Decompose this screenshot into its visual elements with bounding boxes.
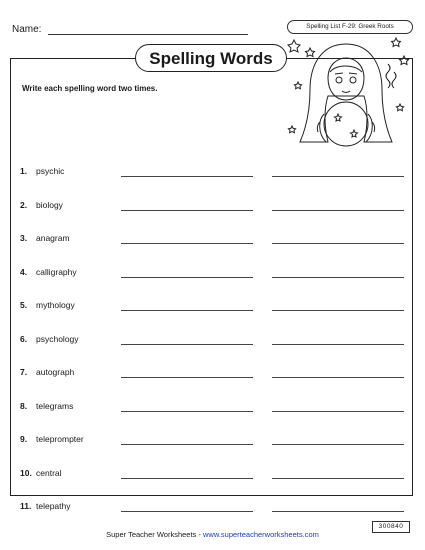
page-title: Spelling Words: [135, 44, 287, 72]
spelling-word: telepathy: [36, 501, 71, 511]
writing-line-2[interactable]: [272, 478, 404, 479]
spelling-word: central: [36, 468, 62, 478]
spelling-word: autograph: [36, 367, 75, 377]
star-icon: [306, 48, 315, 57]
star-icon: [400, 56, 409, 65]
star-icon: [288, 40, 300, 52]
writing-line-1[interactable]: [121, 444, 253, 445]
star-icon: [392, 38, 401, 47]
writing-line-1[interactable]: [121, 377, 253, 378]
star-icon: [288, 126, 295, 133]
word-number: 4.: [20, 267, 28, 277]
writing-line-1[interactable]: [121, 243, 253, 244]
writing-line-1[interactable]: [121, 344, 253, 345]
writing-line-2[interactable]: [272, 176, 404, 177]
star-icon: [396, 104, 403, 111]
name-line: [48, 34, 248, 35]
spelling-word: telegrams: [36, 401, 74, 411]
word-number: 10.: [20, 468, 32, 478]
writing-line-2[interactable]: [272, 243, 404, 244]
writing-line-1[interactable]: [121, 176, 253, 177]
worksheet-code: 300840: [372, 521, 410, 533]
writing-line-2[interactable]: [272, 411, 404, 412]
footer-separator: -: [196, 530, 203, 539]
footer-url-link[interactable]: www.superteacherworksheets.com: [202, 530, 319, 539]
writing-line-2[interactable]: [272, 277, 404, 278]
fortune-teller-illustration: [284, 34, 414, 154]
spelling-word: teleprompter: [36, 434, 84, 444]
word-number: 5.: [20, 300, 28, 310]
word-number: 8.: [20, 401, 28, 411]
spelling-word: calligraphy: [36, 267, 77, 277]
writing-line-2[interactable]: [272, 210, 404, 211]
spelling-word: psychic: [36, 166, 65, 176]
writing-line-1[interactable]: [121, 478, 253, 479]
spelling-list-tag: Spelling List F-29: Greek Roots: [287, 20, 413, 34]
word-number: 1.: [20, 166, 28, 176]
spelling-word: mythology: [36, 300, 75, 310]
word-number: 6.: [20, 334, 28, 344]
writing-line-1[interactable]: [121, 310, 253, 311]
spelling-word: psychology: [36, 334, 79, 344]
writing-line-2[interactable]: [272, 310, 404, 311]
name-label: Name:: [12, 24, 42, 35]
footer: [0, 530, 425, 539]
writing-line-1[interactable]: [121, 411, 253, 412]
footer-brand: Super Teacher Worksheets: [106, 530, 197, 539]
writing-line-1[interactable]: [121, 210, 253, 211]
writing-line-1[interactable]: [121, 511, 253, 512]
word-number: 3.: [20, 233, 28, 243]
word-number: 7.: [20, 367, 28, 377]
word-number: 11.: [20, 501, 32, 511]
star-icon: [294, 82, 301, 89]
writing-line-1[interactable]: [121, 277, 253, 278]
spelling-word: anagram: [36, 233, 70, 243]
writing-line-2[interactable]: [272, 444, 404, 445]
writing-line-2[interactable]: [272, 344, 404, 345]
instruction-text: Write each spelling word two times.: [22, 84, 158, 93]
spelling-word: biology: [36, 200, 63, 210]
word-number: 9.: [20, 434, 28, 444]
writing-line-2[interactable]: [272, 377, 404, 378]
writing-line-2[interactable]: [272, 511, 404, 512]
word-number: 2.: [20, 200, 28, 210]
